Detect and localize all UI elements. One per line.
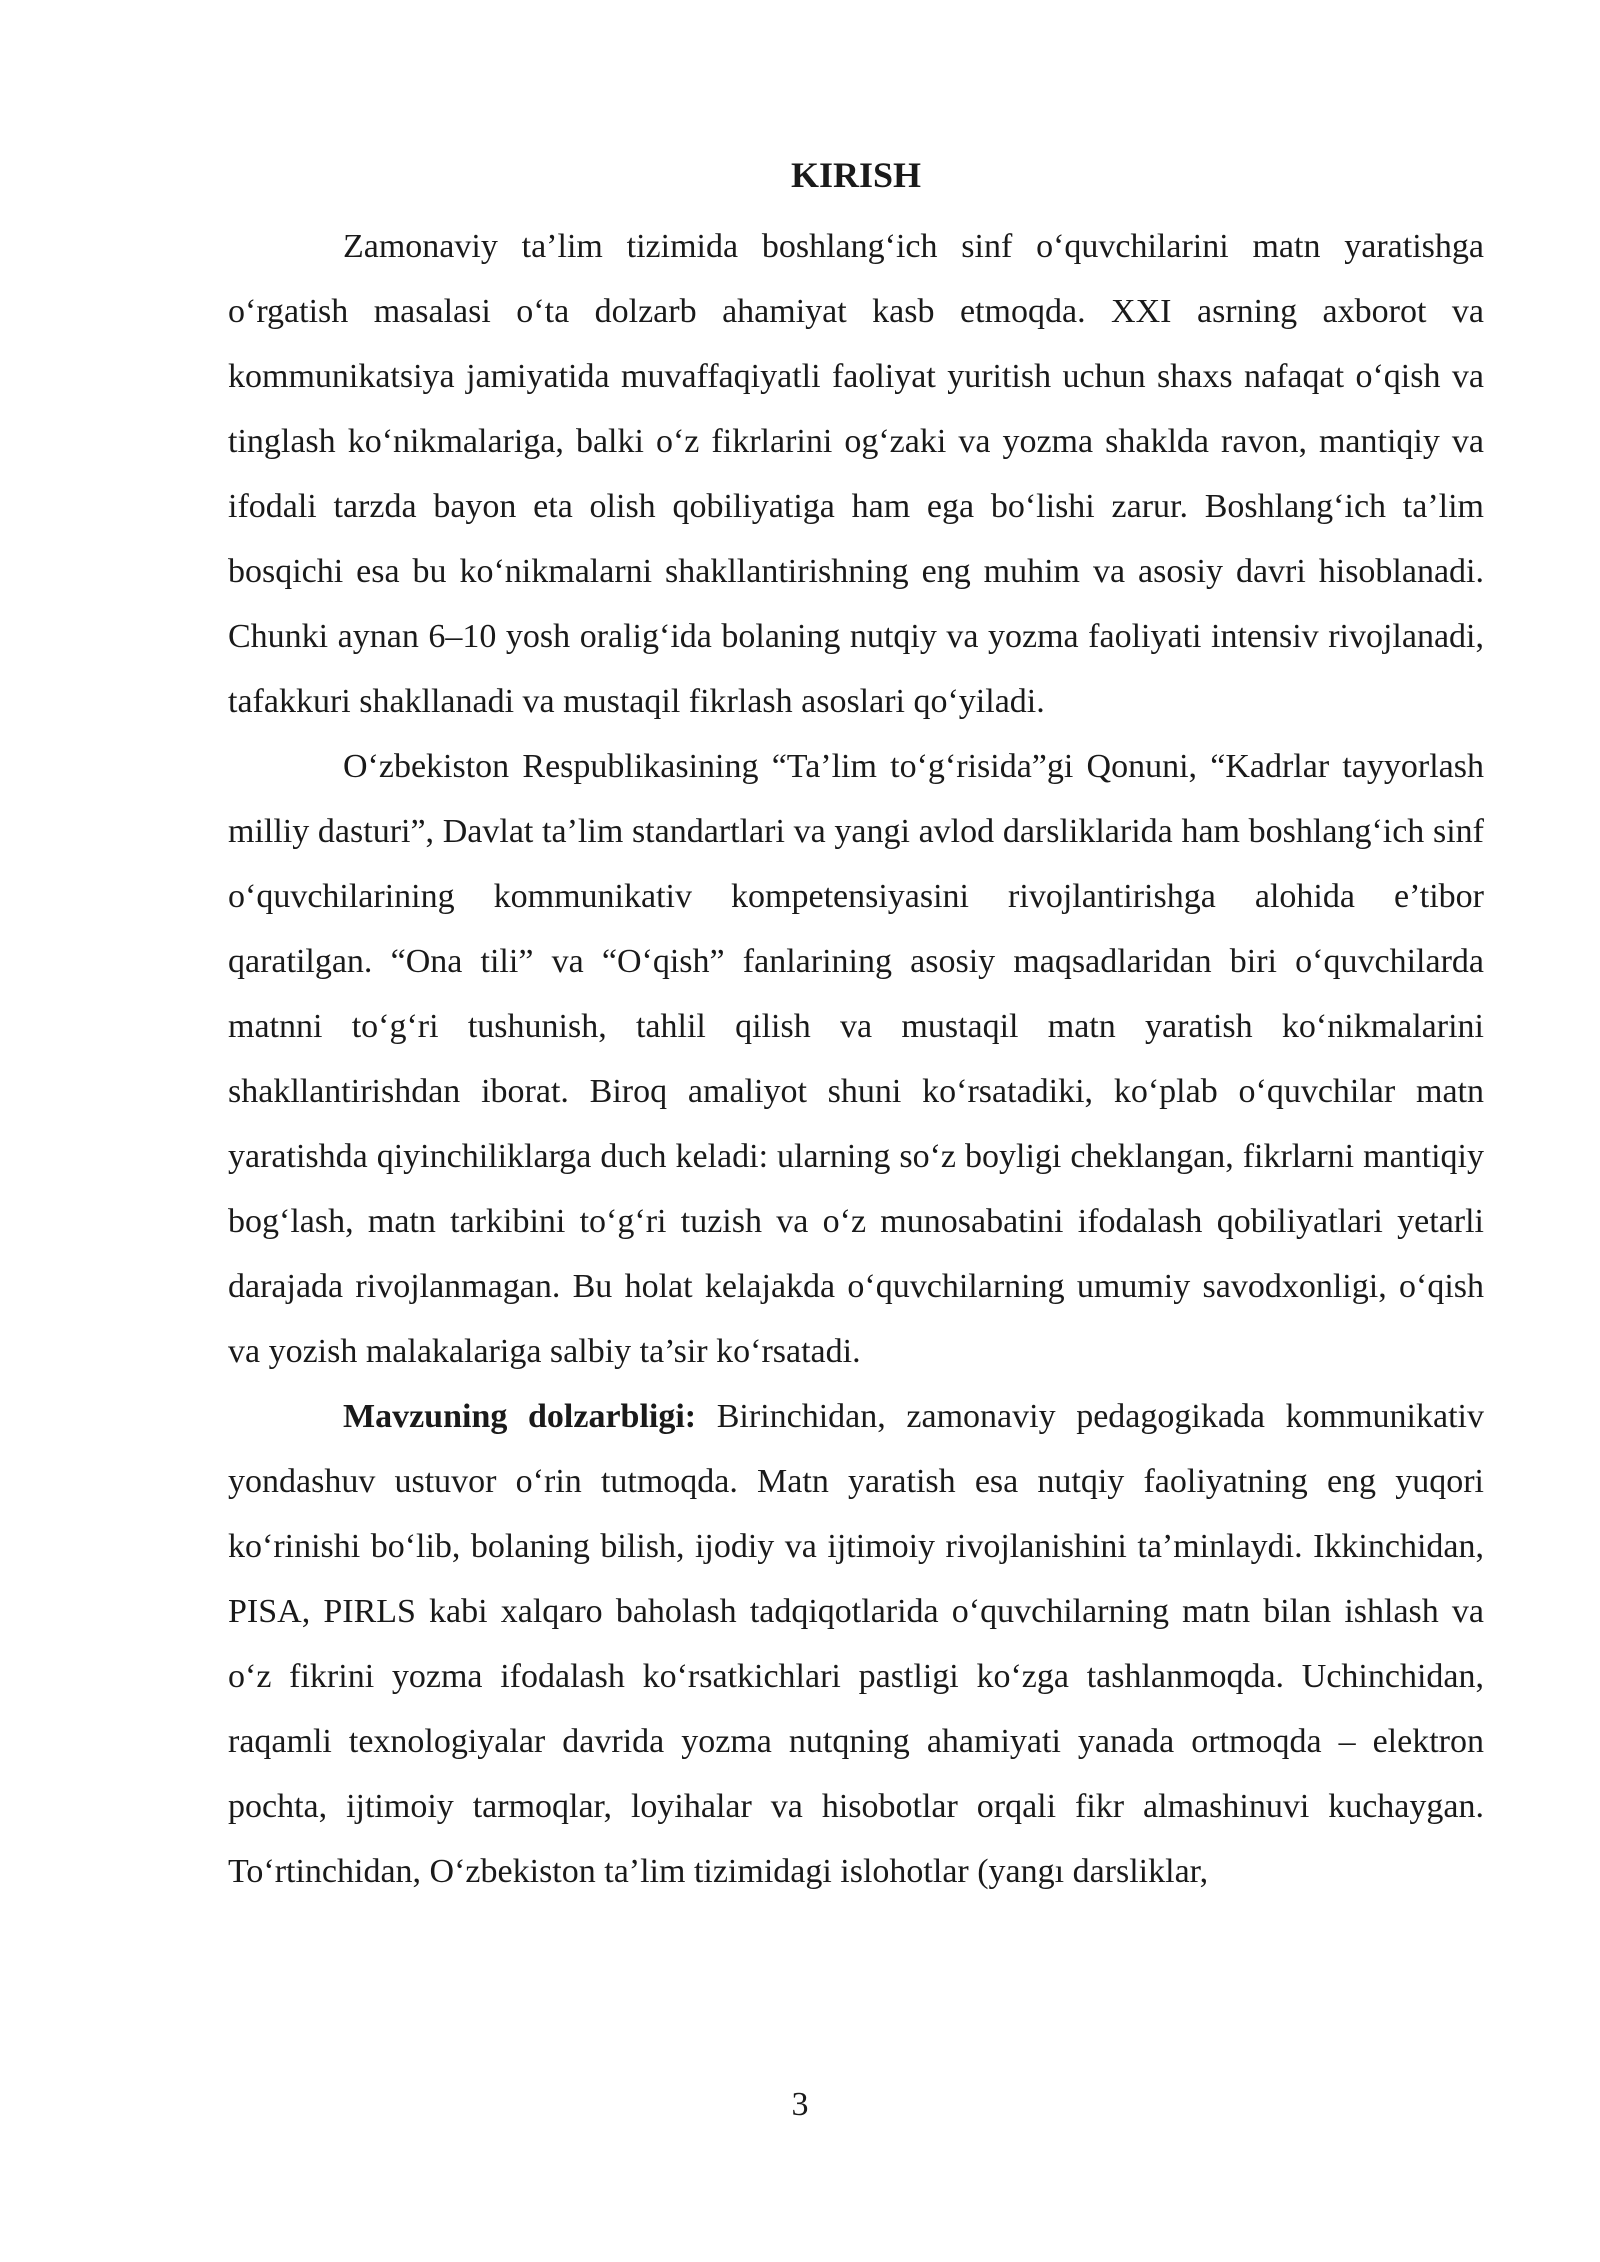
document-page bbox=[228, 150, 1484, 1904]
section-title: KIRISH bbox=[790, 155, 922, 195]
page-number: 3 bbox=[791, 2086, 809, 2123]
paragraph-lead-heading: Mavzuning dolzarbligi: bbox=[343, 1398, 697, 1435]
paragraph-text: Zamonaviy ta’lim tizimida boshlang‘ich sinf o‘quvchilarini matn yaratishga o‘rgatish masalasi o‘ta dolzarb ahamiyat kasb etmoqda. XXI asrning axborot va kommunikatsiya jamiyatida muvaffaqiyatli faoliyat yuritish uchun shaxs nafaqat o‘qish va tinglash ko‘nikmalariga, balki o‘z fikrlarini og‘zaki va yozma shaklda ravon, mantiqiy va ifodali tarzda bayon eta olish qobiliyatiga ham ega bo‘lishi zarur. Boshlang‘ich ta’lim bosqichi esa bu ko‘nikmalarni shakllantirishning eng muhim va asosiy davri hisoblanadi. Chunki aynan 6–10 yosh oralig‘ida bolaning nutqiy va yozma faoliyati intensiv rivojlanadi, tafakkuri shakllanadi va mustaqil fikrlash asoslari qo‘yiladi. bbox=[228, 228, 1484, 720]
paragraph-legislation bbox=[228, 734, 1484, 1384]
paragraph-relevance bbox=[228, 1384, 1484, 1904]
paragraph-text: Birinchidan, zamonaviy pedagogikada kommunikativ yondashuv ustuvor o‘rin tutmoqda. Matn yaratish esa nutqiy faoliyatning eng yuqori ko‘rinishi bo‘lib, bolaning bilish, ijodiy va ijtimoiy rivojlanishini ta’minlaydi. Ikkinchidan, PISA, PIRLS kabi xalqaro baholash tadqiqotlarida o‘quvchilarning matn bilan ishlash va o‘z fikrini yozma ifodalash ko‘rsatkichlari pastligi ko‘zga tashlanmoqda. Uchinchidan, raqamli texnologiyalar davrida yozma nutqning ahamiyati yanada ortmoqda – elektron pochta, ijtimoiy tarmoqlar, loyihalar va hisobotlar orqali fikr almashinuvi kuchaygan. To‘rtinchidan, O‘zbekiston ta’lim tizimidagi islohotlar (yangı darsliklar, bbox=[228, 1398, 1484, 1890]
paragraph-intro bbox=[228, 214, 1484, 734]
paragraph-text: O‘zbekiston Respublikasining “Ta’lim to‘g‘risida”gi Qonuni, “Kadrlar tayyorlash milliy dasturi”, Davlat ta’lim standartlari va yangi avlod darsliklarida ham boshlang‘ich sinf o‘quvchilarining kommunikativ kompetensiyasini rivojlantirishga alohida e’tibor qaratilgan. “Ona tili” va “O‘qish” fanlarining asosiy maqsadlaridan biri o‘quvchilarda matnni to‘g‘ri tushunish, tahlil qilish va mustaqil matn yaratish ko‘nikmalarini shakllantirishdan iborat. Biroq amaliyot shuni ko‘rsatadiki, ko‘plab o‘quvchilar matn yaratishda qiyinchiliklarga duch keladi: ularning so‘z boyligi cheklangan, fikrlarni mantiqiy bog‘lash, matn tarkibini to‘g‘ri tuzish va o‘z munosabatini ifodalash qobiliyatlari yetarli darajada rivojlanmagan. Bu holat kelajakda o‘quvchilarning umumiy savodxonligi, o‘qish va yozish malakalariga salbiy ta’sir ko‘rsatadi. bbox=[228, 748, 1484, 1370]
